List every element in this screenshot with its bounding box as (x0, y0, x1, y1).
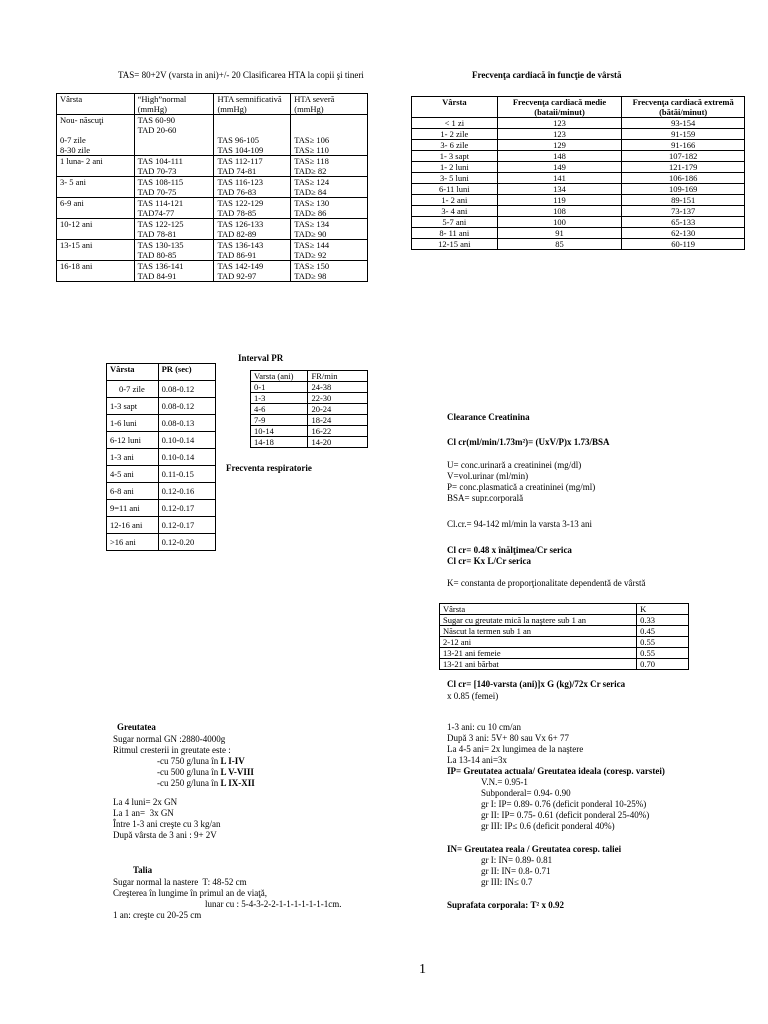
table-cell: 6-12 luni (107, 432, 159, 449)
hta-table (56, 93, 368, 282)
table-cell: 108 (497, 206, 622, 217)
table-cell: 0.10-0.14 (158, 449, 215, 466)
weight-rate-text: -cu 250 g/luna în (157, 778, 221, 788)
table-row (107, 466, 216, 483)
weight-rate-period: L V-VIII (220, 767, 254, 777)
table-cell: 5-7 ani (412, 217, 498, 228)
table-cell: 0.12-0.16 (158, 483, 215, 500)
header-row (57, 94, 368, 115)
table-cell: 6-8 ani (107, 483, 159, 500)
table-row (412, 118, 745, 129)
column-header: “High”normal (mmHg) (134, 94, 214, 115)
table-cell: 3- 6 zile (412, 140, 498, 151)
clearance-formula-3: Cl cr= Kx L/Cr serica (447, 556, 531, 566)
ip-line: V.N.= 0.95-1 (481, 777, 528, 787)
header-row (440, 604, 689, 615)
table-cell: 89-151 (622, 195, 745, 206)
table-cell: 91-166 (622, 140, 745, 151)
in-line: gr I: IN= 0.89- 0.81 (481, 855, 553, 865)
talia-block (113, 877, 341, 921)
table-cell: TAS≥ 106 TAS≥ 110 (291, 115, 368, 156)
column-header: K (637, 604, 689, 615)
table-cell: Nou- născuţi 0-7 zile 8-30 zile (57, 115, 135, 156)
table-cell: 6-11 luni (412, 184, 498, 195)
table-cell: 1-6 luni (107, 415, 159, 432)
table-cell: 119 (497, 195, 622, 206)
table-cell: 18-24 (308, 415, 368, 426)
table-cell: 14-18 (251, 437, 308, 448)
table-cell: 9=11 ani (107, 500, 159, 517)
table-cell: TAS 136-143 TAD 86-91 (214, 240, 291, 261)
growth-line: 1-3 ani: cu 10 cm/an (447, 722, 521, 732)
weight-rate (113, 756, 255, 767)
table-row (440, 626, 689, 637)
growth-line: La 13-14 ani=3x (447, 755, 508, 765)
table-cell: 7-9 (251, 415, 308, 426)
table-row (412, 206, 745, 217)
table-row (107, 381, 216, 398)
table-cell: TAS 60-90 TAD 20-60 (134, 115, 214, 156)
column-header: Frecvenţa cardiacă extremă (bătăi/minut) (622, 97, 745, 118)
table-cell: 1-3 (251, 393, 308, 404)
table-cell: Născut la termen sub 1 an (440, 626, 637, 637)
table-cell: 1- 3 sapt (412, 151, 498, 162)
table-cell: 3- 4 ani (412, 206, 498, 217)
clearance-formula-4-female: x 0.85 (femei) (447, 691, 499, 701)
ip-line: gr II: IP= 0.75- 0.61 (deficit ponderal 25-40%) (481, 810, 650, 820)
table-cell: TAS 112-117 TAD 74-81 (214, 156, 291, 177)
table-row (107, 517, 216, 534)
definition-line: BSA= supr.corporală (447, 493, 524, 503)
body-surface-label: Suprafata corporala: (447, 900, 529, 910)
table-cell: TAS 104-111 TAD 70-73 (134, 156, 214, 177)
table-cell: 6-9 ani (57, 198, 135, 219)
fc-table (411, 96, 745, 250)
weight-rate-period: L I-IV (220, 756, 245, 766)
table-cell: 12-16 ani (107, 517, 159, 534)
weight-rate (113, 767, 255, 778)
table-row (440, 637, 689, 648)
talia-line: Creşterea în lungime în primul an de viaţă, (113, 888, 267, 898)
in-title: IN= Greutatea reala / Greutatea coresp. taliei (447, 844, 622, 854)
table-cell: 0.12-0.17 (158, 500, 215, 517)
table-cell: 149 (497, 162, 622, 173)
greutatea-block (113, 734, 255, 841)
table-cell: 13-21 ani femeie (440, 648, 637, 659)
header-row (251, 371, 368, 382)
talia-line: 1 an: creşte cu 20-25 cm (113, 910, 202, 920)
table-cell: TAS 142-149 TAD 92-97 (214, 261, 291, 282)
table-cell: 148 (497, 151, 622, 162)
table-cell: 0.08-0.12 (158, 381, 215, 398)
table-row (251, 437, 368, 448)
table-row (107, 432, 216, 449)
table-cell: 2-12 ani (440, 637, 637, 648)
table-row (107, 534, 216, 551)
table-cell: 4-6 (251, 404, 308, 415)
table-cell: 107-182 (622, 151, 745, 162)
table-row (251, 415, 368, 426)
table-cell: 85 (497, 239, 622, 250)
table-cell: >16 ani (107, 534, 159, 551)
growth-line: La 4-5 ani= 2x lungimea de la naştere (447, 744, 584, 754)
table-row (57, 156, 368, 177)
table-row (412, 129, 745, 140)
k-table (439, 603, 689, 670)
column-header: Vârsta (412, 97, 498, 118)
column-header: Vârsta (107, 364, 159, 381)
weight-rate-text: -cu 500 g/luna în (157, 767, 221, 777)
table-row (107, 483, 216, 500)
header-row (412, 97, 745, 118)
table-cell: TAS≥ 144 TAD≥ 92 (291, 240, 368, 261)
ip-title: IP= Greutatea actuala/ Greutatea ideala (coresp. varstei) (447, 766, 665, 776)
table-row (251, 426, 368, 437)
table-cell: TAS 114-121 TAD74-77 (134, 198, 214, 219)
talia-title: Talia (133, 865, 153, 875)
table-cell: Sugar cu greutate mică la naştere sub 1 an (440, 615, 637, 626)
table-cell: 20-24 (308, 404, 368, 415)
talia-line: lunar cu : 5-4-3-2-2-1-1-1-1-1-1-1cm. (205, 899, 342, 909)
table-cell: 91-159 (622, 129, 745, 140)
table-cell: TAS 130-135 TAD 80-85 (134, 240, 214, 261)
header-row (107, 364, 216, 381)
table-row (107, 398, 216, 415)
growth-line: După 3 ani: 5V+ 80 sau Vx 6+ 77 (447, 733, 569, 743)
table-cell: 0.08-0.13 (158, 415, 215, 432)
definition-line: V=vol.urinar (ml/min) (447, 471, 529, 481)
table-cell: 13-21 ani bărbat (440, 659, 637, 670)
weight-rate-period: L IX-XII (220, 778, 255, 788)
in-line: gr II: IN= 0.8- 0.71 (481, 866, 551, 876)
table-row (440, 615, 689, 626)
table-row (412, 184, 745, 195)
table-cell: 0.55 (637, 637, 689, 648)
table-cell: 91 (497, 228, 622, 239)
table-cell: 0.12-0.20 (158, 534, 215, 551)
clearance-formula-2: Cl cr= 0.48 x înălţimea/Cr serica (447, 545, 572, 555)
table-cell: TAS 122-125 TAD 78-81 (134, 219, 214, 240)
table-cell: 12-15 ani (412, 239, 498, 250)
definition-line: U= conc.urinară a creatininei (mg/dl) (447, 460, 582, 470)
table-row (107, 415, 216, 432)
table-cell: 0.33 (637, 615, 689, 626)
table-row (251, 382, 368, 393)
clearance-definitions (447, 460, 595, 504)
table-cell: 4-5 ani (107, 466, 159, 483)
column-header: Vârsta (57, 94, 135, 115)
pr-heading: Interval PR (238, 353, 284, 363)
table-row (412, 217, 745, 228)
in-line: gr III: IN≤ 0.7 (481, 877, 533, 887)
column-header: Vârsta (440, 604, 637, 615)
table-cell: 60-119 (622, 239, 745, 250)
table-cell: 109-169 (622, 184, 745, 195)
table-cell: 3- 5 luni (412, 173, 498, 184)
table-row (57, 177, 368, 198)
table-row (57, 261, 368, 282)
table-row (440, 648, 689, 659)
table-row (412, 228, 745, 239)
k-definition: K= constanta de proporţionalitate dependentă de vârstă (447, 578, 646, 588)
table-cell: TAS 122-129 TAD 78-85 (214, 198, 291, 219)
column-header: HTA semnificativă (mmHg) (214, 94, 291, 115)
table-row (57, 115, 368, 156)
table-cell: 123 (497, 129, 622, 140)
table-row (57, 240, 368, 261)
table-cell: 10-12 ani (57, 219, 135, 240)
table-cell: 8- 11 ani (412, 228, 498, 239)
table-cell: TAS≥ 118 TAD≥ 82 (291, 156, 368, 177)
ip-line: gr III: IP≤ 0.6 (deficit ponderal 40%) (481, 821, 615, 831)
table-cell: TAS≥ 130 TAD≥ 86 (291, 198, 368, 219)
table-cell: TAS 136-141 TAD 84-91 (134, 261, 214, 282)
table-cell: 0.11-0.15 (158, 466, 215, 483)
fr-heading: Frecventa respiratorie (226, 463, 312, 473)
weight-rate (113, 778, 255, 789)
table-cell: TAS≥ 150 TAD≥ 98 (291, 261, 368, 282)
table-row (251, 393, 368, 404)
table-cell: TAS≥ 134 TAD≥ 90 (291, 219, 368, 240)
greutatea-line: La 1 an= 3x GN (113, 808, 174, 818)
column-header: Varsta (ani) (251, 371, 308, 382)
table-row (57, 198, 368, 219)
pr-table (106, 363, 216, 551)
table-cell: 100 (497, 217, 622, 228)
table-cell: 24-38 (308, 382, 368, 393)
table-row (107, 449, 216, 466)
table-cell: 0.12-0.17 (158, 517, 215, 534)
table-cell: TAS 126-133 TAD 82-89 (214, 219, 291, 240)
table-cell: 0.10-0.14 (158, 432, 215, 449)
body-surface-value: T² x 0.92 (530, 900, 564, 910)
talia-line: Sugar normal la nastere T: 48-52 cm (113, 877, 247, 887)
clearance-formula-4: Cl cr= [140-varsta (ani)]x G (kg)/72x Cr serica (447, 679, 626, 689)
table-cell: 1- 2 ani (412, 195, 498, 206)
table-cell: < 1 zi (412, 118, 498, 129)
table-cell: 13-15 ani (57, 240, 135, 261)
table-cell: 106-186 (622, 173, 745, 184)
table-cell: 141 (497, 173, 622, 184)
column-header: Frecvenţa cardiacă medie (bataii/minut) (497, 97, 622, 118)
clearance-formula: Cl cr(ml/min/1.73m²)= (UxV/P)x 1.73/BSA (447, 437, 610, 447)
growth-notes (447, 722, 665, 911)
table-cell: 0-7 zile (107, 381, 159, 398)
table-cell: 0.08-0.12 (158, 398, 215, 415)
table-cell: TAS 96-105 TAS 104-109 (214, 115, 291, 156)
page-number: 1 (419, 962, 426, 977)
definition-line: P= conc.plasmatică a creatininei (mg/ml) (447, 482, 596, 492)
table-cell: TAS 108-115 TAD 70-75 (134, 177, 214, 198)
clearance-normal: Cl.cr.= 94-142 ml/min la varsta 3-13 ani (447, 519, 593, 529)
table-cell: 129 (497, 140, 622, 151)
table-cell: 1- 2 luni (412, 162, 498, 173)
table-row (412, 162, 745, 173)
table-cell: 1 luna- 2 ani (57, 156, 135, 177)
fr-table (250, 370, 368, 448)
table-row (412, 239, 745, 250)
table-cell: 0.45 (637, 626, 689, 637)
table-cell: 0.70 (637, 659, 689, 670)
table-cell: 1- 2 zile (412, 129, 498, 140)
table-cell: 1-3 sapt (107, 398, 159, 415)
greutatea-line: După vârsta de 3 ani : 9+ 2V (113, 830, 217, 840)
fc-heading: Frecvenţa cardiacă în funcţie de vârstă (472, 70, 622, 80)
table-cell: TAS 116-123 TAD 76-83 (214, 177, 291, 198)
table-cell: 16-18 ani (57, 261, 135, 282)
greutatea-title: Greutatea (117, 722, 156, 732)
table-row (412, 173, 745, 184)
table-row (412, 195, 745, 206)
table-cell: 14-20 (308, 437, 368, 448)
greutatea-line: Ritmul cresterii in greutate este : (113, 745, 231, 755)
table-cell: 1-3 ani (107, 449, 159, 466)
table-cell: TAS≥ 124 TAD≥ 84 (291, 177, 368, 198)
hta-heading: TAS= 80+2V (varsta in ani)+/- 20 Clasificarea HTA la copii şi tineri (118, 70, 364, 80)
table-cell: 0-1 (251, 382, 308, 393)
table-cell: 65-133 (622, 217, 745, 228)
table-row (57, 219, 368, 240)
table-cell: 123 (497, 118, 622, 129)
column-header: HTA severă (mmHg) (291, 94, 368, 115)
clearance-title: Clearance Creatinina (447, 412, 530, 422)
table-cell: 16-22 (308, 426, 368, 437)
table-cell: 3- 5 ani (57, 177, 135, 198)
table-row (107, 500, 216, 517)
table-cell: 0.55 (637, 648, 689, 659)
table-cell: 134 (497, 184, 622, 195)
table-row (412, 140, 745, 151)
table-row (251, 404, 368, 415)
column-header: PR (sec) (158, 364, 215, 381)
body-surface (447, 900, 665, 911)
table-row (440, 659, 689, 670)
table-cell: 10-14 (251, 426, 308, 437)
ip-line: Subponderal= 0.94- 0.90 (481, 788, 571, 798)
weight-rate-text: -cu 750 g/luna în (157, 756, 221, 766)
table-cell: 73-137 (622, 206, 745, 217)
ip-line: gr I: IP= 0.89- 0.76 (deficit ponderal 10-25%) (481, 799, 647, 809)
greutatea-line: Sugar normal GN :2880-4000g (113, 734, 226, 744)
column-header: FR/min (308, 371, 368, 382)
greutatea-line: Între 1-3 ani creşte cu 3 kg/an (113, 819, 221, 829)
table-cell: 22-30 (308, 393, 368, 404)
table-row (412, 151, 745, 162)
table-cell: 121-179 (622, 162, 745, 173)
table-cell: 62-130 (622, 228, 745, 239)
greutatea-line: La 4 luni= 2x GN (113, 797, 178, 807)
table-cell: 93-154 (622, 118, 745, 129)
